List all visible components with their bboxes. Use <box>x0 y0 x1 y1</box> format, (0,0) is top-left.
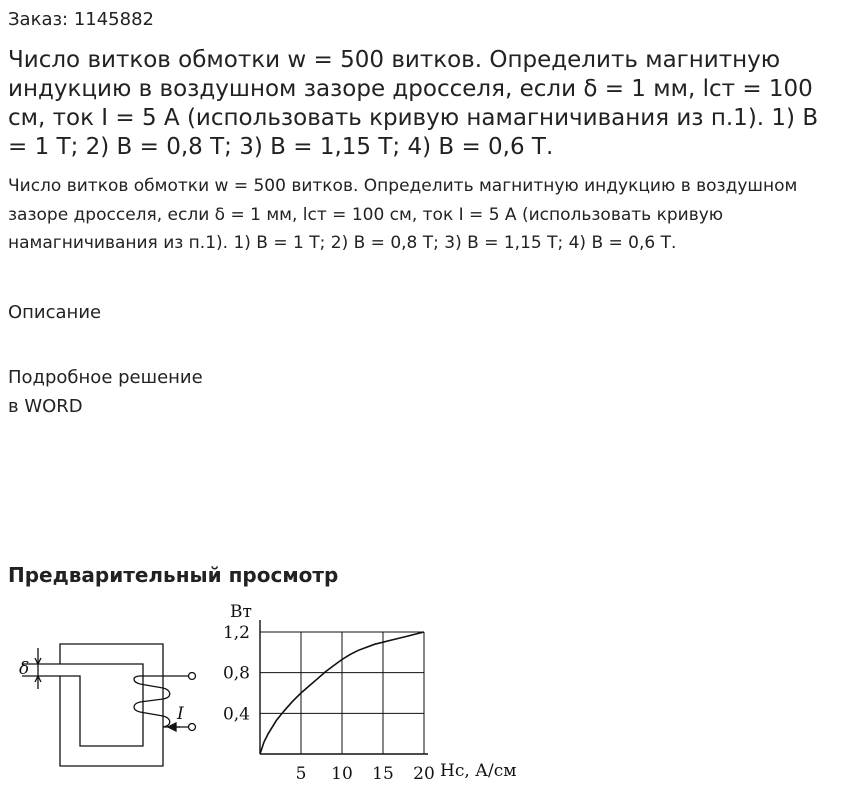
x-tick-label: 10 <box>331 764 353 784</box>
page-title: Число витков обмотки w = 500 витков. Определить магнитную индукцию в воздушном зазоре дросселя, если δ = 1 мм, lст = 100 см, ток I = 5 А (использовать кривую намагничивания из п.1). 1) В = 1 Т; 2) В = 0,8 Т; 3) В = 1,15 Т; 4) В = 0,6 Т. <box>8 47 819 160</box>
order-number: Заказ: 1145882 <box>8 9 154 30</box>
y-tick-label: 0,8 <box>222 663 250 684</box>
current-label: I <box>177 704 184 724</box>
description-heading: Описание <box>8 302 102 323</box>
choke-core <box>22 644 196 766</box>
solution-line-2: в WORD <box>8 396 83 417</box>
gap-label: δ <box>19 659 30 679</box>
chart-x-label: Нс, А/см <box>440 761 517 781</box>
core-window <box>60 664 143 746</box>
core-outline <box>60 644 163 766</box>
solution-note <box>8 363 203 421</box>
preview-svg <box>0 592 530 800</box>
x-tick-label: 15 <box>372 764 394 784</box>
x-tick-label: 5 <box>295 764 307 784</box>
task-description: Число витков обмотки w = 500 витков. Определить магнитную индукцию в воздушном зазоре дросселя, если δ = 1 мм, lст = 100 см, ток I = 5 А (использовать кривую намагничивания из п.1). 1) В = 1 Т; 2) В = 0,8 Т; 3) В = 1,15 Т; 4) В = 0,6 Т. <box>8 176 798 253</box>
magnetization-chart <box>223 620 435 784</box>
preview-heading: Предварительный просмотр <box>8 563 339 587</box>
preview-figure <box>0 592 530 800</box>
y-tick-label: 0,4 <box>222 704 250 725</box>
x-tick-label: 20 <box>413 764 435 784</box>
terminal-top <box>189 673 196 680</box>
y-tick-label: 1,2 <box>222 623 250 643</box>
terminal-bottom <box>189 724 196 731</box>
chart-y-label: Вт <box>230 602 252 622</box>
solution-line-1: Подробное решение <box>8 367 203 388</box>
